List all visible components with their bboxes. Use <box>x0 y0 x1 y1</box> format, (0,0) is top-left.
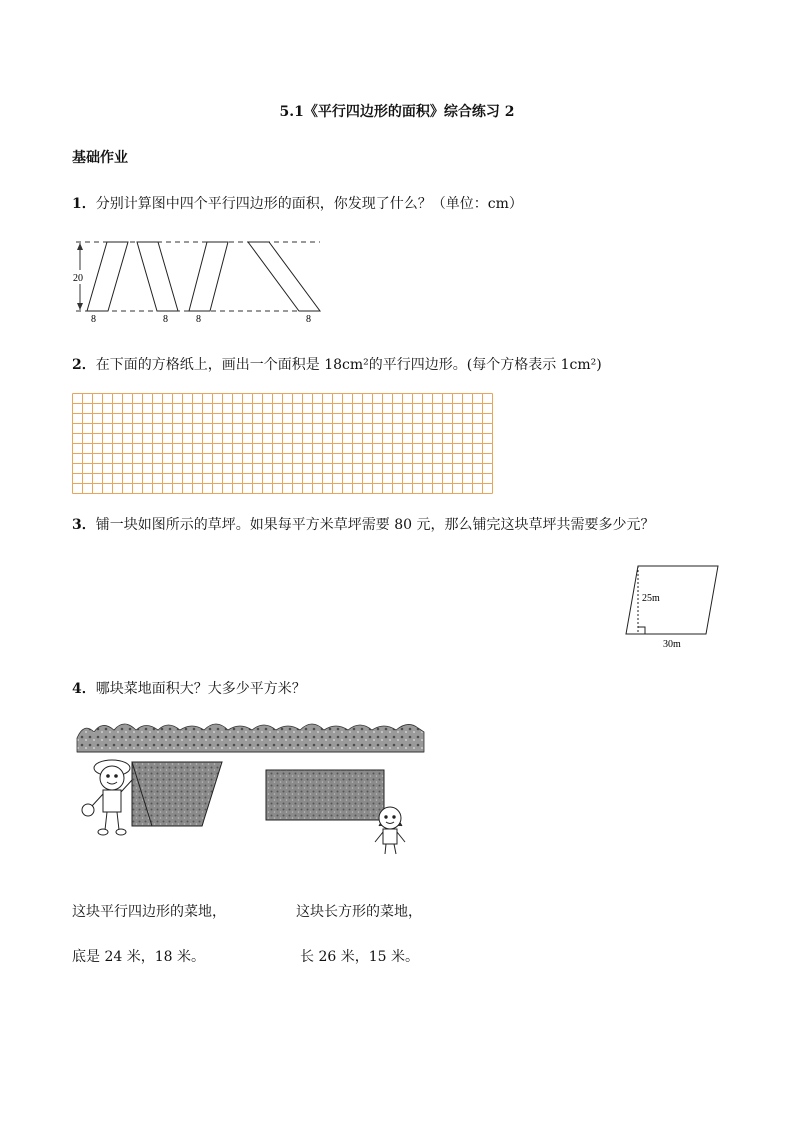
right-angle-mark <box>638 627 645 634</box>
question-2-text: 在下面的方格纸上，画出一个面积是 18cm²的平行四边形。(每个方格表示 1cm²) <box>95 357 602 373</box>
lawn-figure <box>620 560 725 652</box>
base-label-3: 8 <box>196 314 201 325</box>
bushes <box>77 724 424 752</box>
parallelogram-1 <box>87 242 128 311</box>
grid-paper <box>72 393 493 495</box>
lawn-parallelogram <box>626 566 718 634</box>
rectangle-field-desc-line1: 这块长方形的菜地， <box>296 904 422 920</box>
question-3-text: 铺一块如图所示的草坪。如果每平方米草坪需要 80 元，那么铺完这块草坪共需要多少元？ <box>95 517 655 533</box>
girl-figure <box>375 807 405 854</box>
question-4-text: 哪块菜地面积大？大多少平方米？ <box>95 681 306 697</box>
question-1-number: 1． <box>72 196 96 212</box>
base-label-1: 8 <box>91 314 96 325</box>
parallelogram-field-desc-line1: 这块平行四边形的菜地， <box>72 904 226 920</box>
question-2 <box>72 354 602 374</box>
boy-figure <box>82 760 132 835</box>
parallelograms-figure <box>70 232 330 327</box>
lawn-base-label: 30m <box>663 639 681 650</box>
question-4-number: 4． <box>72 681 96 697</box>
parallelogram-field-desc-line2: 底是 24 米，18 米。 <box>72 949 205 965</box>
parallelogram-3 <box>189 242 228 311</box>
question-4 <box>72 678 306 698</box>
lawn-height-label: 25m <box>642 593 660 604</box>
vegetable-field-illustration <box>72 718 432 858</box>
question-3-number: 3． <box>72 517 96 533</box>
question-1 <box>72 193 523 213</box>
question-2-number: 2． <box>72 357 96 373</box>
base-label-2: 8 <box>163 314 168 325</box>
section-title: 基础作业 <box>72 150 128 166</box>
question-1-text: 分别计算图中四个平行四边形的面积，你发现了什么？（单位：cm） <box>95 196 523 212</box>
question-3 <box>72 514 654 534</box>
rectangle-field-desc-line2: 长 26 米，15 米。 <box>300 949 419 965</box>
page-title: 5.1《平行四边形的面积》综合练习 2 <box>279 104 515 120</box>
parallelogram-4 <box>248 242 320 311</box>
rectangle-field <box>266 770 384 820</box>
height-label: 20 <box>73 273 83 284</box>
parallelogram-2 <box>137 242 178 311</box>
base-label-4: 8 <box>306 314 311 325</box>
